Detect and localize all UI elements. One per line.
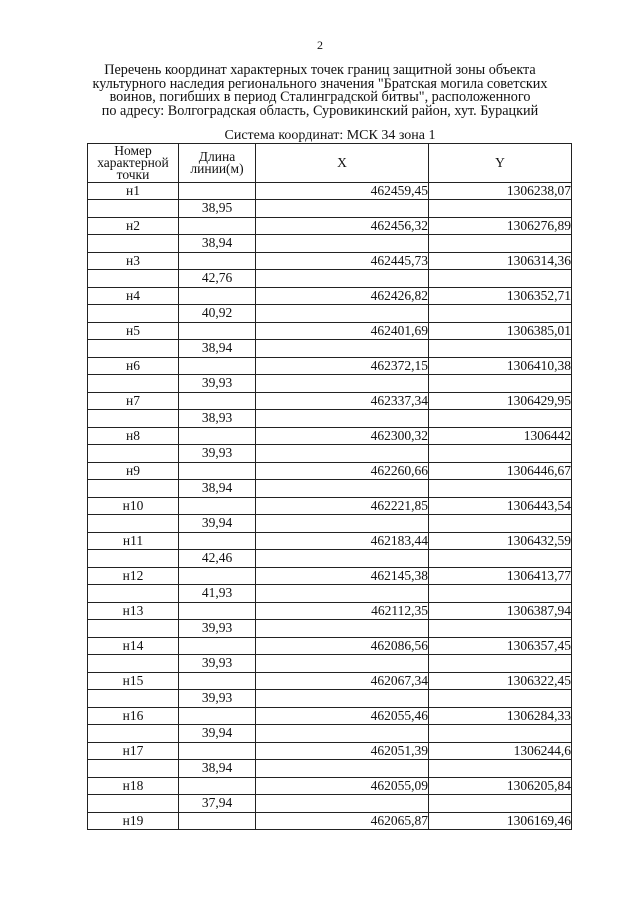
- empty-cell: [256, 585, 429, 603]
- point-name: н7: [88, 393, 179, 410]
- empty-cell: [256, 550, 429, 568]
- point-x: 462445,73: [256, 253, 429, 270]
- header-point-number: Номер характерной точки: [88, 144, 179, 183]
- empty-cell: [429, 795, 572, 813]
- empty-cell: [88, 585, 179, 603]
- point-name: н2: [88, 218, 179, 235]
- empty-cell: [256, 795, 429, 813]
- line-length: 38,94: [179, 760, 256, 778]
- point-name: н8: [88, 428, 179, 445]
- empty-cell: [256, 200, 429, 218]
- empty-cell: [179, 498, 256, 515]
- point-y: 1306238,07: [429, 183, 572, 200]
- empty-cell: [179, 463, 256, 480]
- empty-cell: [256, 375, 429, 393]
- header-y: Y: [429, 144, 572, 183]
- empty-cell: [429, 550, 572, 568]
- table-row: [88, 410, 572, 428]
- empty-cell: [179, 568, 256, 585]
- empty-cell: [179, 603, 256, 620]
- table-row: [88, 498, 572, 515]
- point-y: 1306432,59: [429, 533, 572, 550]
- table-row: [88, 183, 572, 200]
- empty-cell: [179, 813, 256, 830]
- point-name: н3: [88, 253, 179, 270]
- point-x: 462145,38: [256, 568, 429, 585]
- title-line: по адресу: Волгоградская область, Суровикинский район, хут. Бурацкий: [101, 102, 539, 119]
- point-x: 462337,34: [256, 393, 429, 410]
- empty-cell: [429, 585, 572, 603]
- table-row: [88, 708, 572, 725]
- empty-cell: [179, 743, 256, 760]
- point-x: 462067,34: [256, 673, 429, 690]
- table-row: [88, 778, 572, 795]
- empty-cell: [179, 778, 256, 795]
- coordinate-system-caption: Система координат: МСК 34 зона 1: [224, 128, 436, 143]
- point-x: 462401,69: [256, 323, 429, 340]
- point-y: 1306385,01: [429, 323, 572, 340]
- empty-cell: [88, 410, 179, 428]
- point-x: 462456,32: [256, 218, 429, 235]
- empty-cell: [88, 305, 179, 323]
- point-x: 462055,09: [256, 778, 429, 795]
- line-length: 39,93: [179, 445, 256, 463]
- point-y: 1306387,94: [429, 603, 572, 620]
- title-line: Перечень координат характерных точек границ защитной зоны объекта: [104, 62, 536, 78]
- point-y: 1306357,45: [429, 638, 572, 655]
- point-name: н14: [88, 638, 179, 655]
- line-length: 39,93: [179, 655, 256, 673]
- empty-cell: [429, 690, 572, 708]
- empty-cell: [179, 288, 256, 305]
- point-y: 1306443,54: [429, 498, 572, 515]
- empty-cell: [256, 690, 429, 708]
- empty-cell: [179, 323, 256, 340]
- table-row: [88, 200, 572, 218]
- empty-cell: [179, 183, 256, 200]
- point-y: 1306352,71: [429, 288, 572, 305]
- empty-cell: [88, 550, 179, 568]
- empty-cell: [256, 515, 429, 533]
- table-row: [88, 550, 572, 568]
- point-name: н1: [88, 183, 179, 200]
- table-row: [88, 463, 572, 480]
- point-x: 462459,45: [256, 183, 429, 200]
- point-x: 462086,56: [256, 638, 429, 655]
- point-x: 462372,15: [256, 358, 429, 375]
- line-length: 38,94: [179, 340, 256, 358]
- table-row: [88, 568, 572, 585]
- empty-cell: [179, 638, 256, 655]
- point-y: 1306446,67: [429, 463, 572, 480]
- empty-cell: [179, 708, 256, 725]
- table-row: [88, 445, 572, 463]
- empty-cell: [88, 445, 179, 463]
- point-name: н4: [88, 288, 179, 305]
- point-name: н5: [88, 323, 179, 340]
- line-length: 39,93: [179, 620, 256, 638]
- point-name: н6: [88, 358, 179, 375]
- point-y: 1306442: [429, 428, 572, 445]
- empty-cell: [88, 340, 179, 358]
- empty-cell: [429, 445, 572, 463]
- table-row: [88, 795, 572, 813]
- empty-cell: [429, 375, 572, 393]
- table-row: [88, 358, 572, 375]
- empty-cell: [256, 760, 429, 778]
- empty-cell: [429, 410, 572, 428]
- point-name: н13: [88, 603, 179, 620]
- point-x: 462112,35: [256, 603, 429, 620]
- empty-cell: [256, 340, 429, 358]
- empty-cell: [179, 533, 256, 550]
- line-length: 37,94: [179, 795, 256, 813]
- point-x: 462300,32: [256, 428, 429, 445]
- table-row: [88, 603, 572, 620]
- table-row: [88, 323, 572, 340]
- empty-cell: [429, 760, 572, 778]
- table-row: [88, 235, 572, 253]
- empty-cell: [429, 655, 572, 673]
- empty-cell: [256, 270, 429, 288]
- table-row: [88, 760, 572, 778]
- empty-cell: [256, 305, 429, 323]
- empty-cell: [179, 253, 256, 270]
- empty-cell: [88, 515, 179, 533]
- line-length: 42,76: [179, 270, 256, 288]
- line-length: 40,92: [179, 305, 256, 323]
- table-row: [88, 305, 572, 323]
- empty-cell: [429, 620, 572, 638]
- line-length: 39,94: [179, 515, 256, 533]
- title-line: воинов, погибших в период Сталинградской битвы", расположенного: [109, 89, 531, 106]
- title-line: культурного наследия регионального значения "Братская могила советских: [92, 75, 548, 92]
- table-row: [88, 393, 572, 410]
- point-y: 1306413,77: [429, 568, 572, 585]
- line-length: 38,95: [179, 200, 256, 218]
- point-x: 462260,66: [256, 463, 429, 480]
- empty-cell: [429, 515, 572, 533]
- empty-cell: [88, 620, 179, 638]
- line-length: 38,94: [179, 235, 256, 253]
- header-line-length: Длина линии(м): [179, 144, 256, 183]
- table-header-row: [88, 144, 572, 183]
- point-x: 462055,46: [256, 708, 429, 725]
- table-row: [88, 813, 572, 830]
- empty-cell: [429, 235, 572, 253]
- table-row: [88, 533, 572, 550]
- table-body: [88, 183, 572, 830]
- point-y: 1306322,45: [429, 673, 572, 690]
- point-x: 462065,87: [256, 813, 429, 830]
- line-length: 39,93: [179, 375, 256, 393]
- line-length: 39,94: [179, 725, 256, 743]
- empty-cell: [88, 235, 179, 253]
- point-name: н9: [88, 463, 179, 480]
- table-row: [88, 620, 572, 638]
- point-x: 462051,39: [256, 743, 429, 760]
- point-y: 1306314,36: [429, 253, 572, 270]
- empty-cell: [256, 620, 429, 638]
- table-row: [88, 375, 572, 393]
- empty-cell: [88, 200, 179, 218]
- table-row: [88, 288, 572, 305]
- point-y: 1306205,84: [429, 778, 572, 795]
- point-y: 1306410,38: [429, 358, 572, 375]
- table-row: [88, 725, 572, 743]
- point-name: н10: [88, 498, 179, 515]
- point-x: 462221,85: [256, 498, 429, 515]
- point-name: н12: [88, 568, 179, 585]
- empty-cell: [256, 655, 429, 673]
- table-row: [88, 743, 572, 760]
- line-length: 38,94: [179, 480, 256, 498]
- point-y: 1306169,46: [429, 813, 572, 830]
- table-row: [88, 585, 572, 603]
- empty-cell: [88, 760, 179, 778]
- point-x: 462426,82: [256, 288, 429, 305]
- table-row: [88, 340, 572, 358]
- table-row: [88, 270, 572, 288]
- empty-cell: [256, 725, 429, 743]
- page-number: 2: [317, 38, 323, 52]
- point-name: н19: [88, 813, 179, 830]
- table-row: [88, 428, 572, 445]
- table-row: [88, 690, 572, 708]
- point-x: 462183,44: [256, 533, 429, 550]
- empty-cell: [256, 235, 429, 253]
- empty-cell: [88, 375, 179, 393]
- empty-cell: [179, 218, 256, 235]
- line-length: 41,93: [179, 585, 256, 603]
- empty-cell: [88, 725, 179, 743]
- point-y: 1306244,6: [429, 743, 572, 760]
- empty-cell: [429, 340, 572, 358]
- empty-cell: [88, 795, 179, 813]
- table-row: [88, 673, 572, 690]
- empty-cell: [256, 410, 429, 428]
- line-length: 39,93: [179, 690, 256, 708]
- empty-cell: [429, 725, 572, 743]
- empty-cell: [88, 270, 179, 288]
- empty-cell: [88, 480, 179, 498]
- table-row: [88, 218, 572, 235]
- point-y: 1306429,95: [429, 393, 572, 410]
- empty-cell: [179, 393, 256, 410]
- empty-cell: [88, 690, 179, 708]
- coordinates-table: [87, 143, 572, 830]
- empty-cell: [429, 480, 572, 498]
- header-x: X: [256, 144, 429, 183]
- empty-cell: [179, 428, 256, 445]
- empty-cell: [429, 305, 572, 323]
- point-y: 1306284,33: [429, 708, 572, 725]
- empty-cell: [256, 445, 429, 463]
- empty-cell: [429, 270, 572, 288]
- table-row: [88, 515, 572, 533]
- line-length: 42,46: [179, 550, 256, 568]
- point-y: 1306276,89: [429, 218, 572, 235]
- empty-cell: [179, 358, 256, 375]
- empty-cell: [256, 480, 429, 498]
- document-title: [60, 64, 580, 118]
- table-row: [88, 480, 572, 498]
- table-row: [88, 655, 572, 673]
- table-row: [88, 638, 572, 655]
- empty-cell: [429, 200, 572, 218]
- line-length: 38,93: [179, 410, 256, 428]
- point-name: н16: [88, 708, 179, 725]
- point-name: н11: [88, 533, 179, 550]
- empty-cell: [179, 673, 256, 690]
- point-name: н18: [88, 778, 179, 795]
- point-name: н17: [88, 743, 179, 760]
- empty-cell: [88, 655, 179, 673]
- point-name: н15: [88, 673, 179, 690]
- table-row: [88, 253, 572, 270]
